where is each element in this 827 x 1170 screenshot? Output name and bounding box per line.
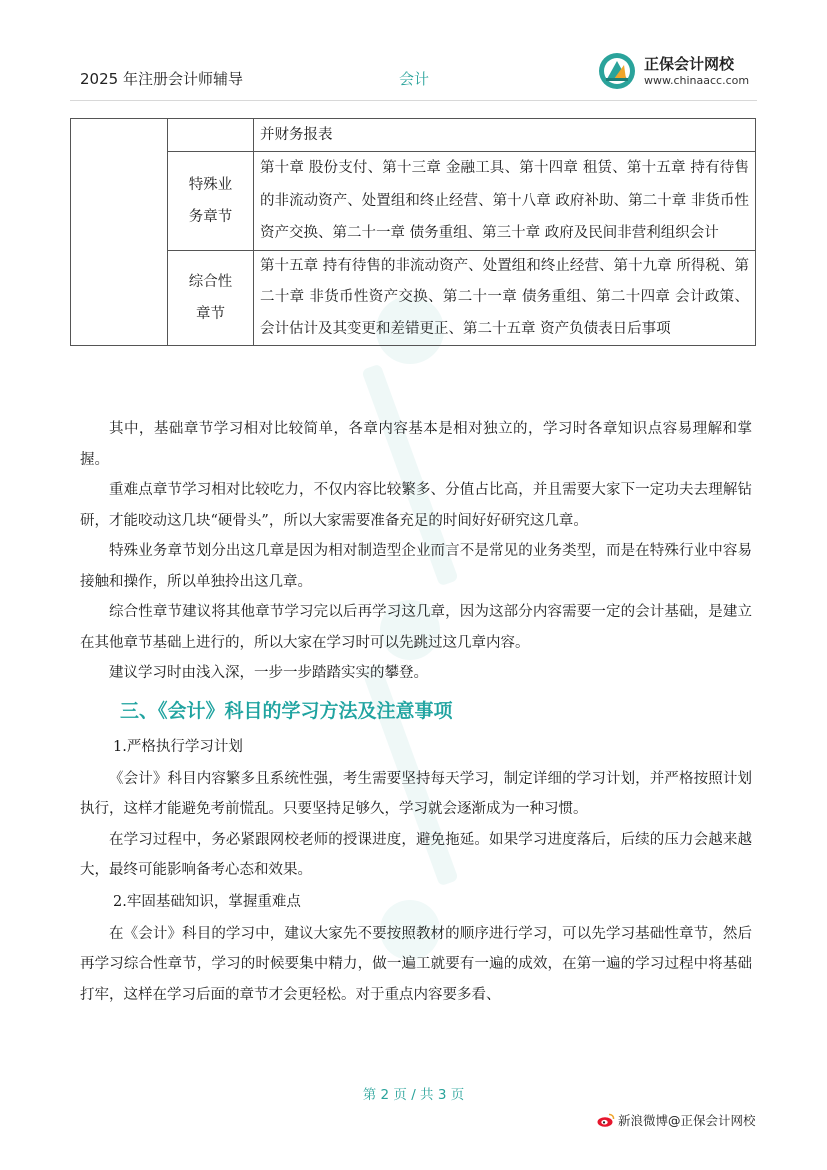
- chapter-table: [70, 118, 756, 346]
- header-divider: [70, 100, 757, 101]
- table-cell-empty: [71, 119, 168, 346]
- weibo-credit[interactable]: [597, 1111, 756, 1129]
- weibo-text: 新浪微博@正保会计网校: [618, 1113, 756, 1128]
- table-row: [71, 119, 756, 152]
- paragraph: 其中，基础章节学习相对比较简单，各章内容基本是相对独立的，学习时各章知识点容易理解和掌握。: [80, 421, 752, 468]
- table-cell-content: 并财务报表: [254, 119, 756, 152]
- header-subject: 会计: [399, 70, 430, 88]
- logo-url: www.chinaacc.com: [644, 74, 750, 87]
- section-heading: 三、《会计》科目的学习方法及注意事项: [120, 699, 453, 722]
- table-row: [71, 152, 756, 251]
- weibo-icon: [597, 1113, 615, 1127]
- paragraph: 在学习过程中，务必紧跟网校老师的授课进度，避免拖延。如果学习进度落后，后续的压力会越来越大，最终可能影响备考心态和效果。: [80, 831, 752, 878]
- table-row: [71, 250, 756, 346]
- logo-mark-icon: [598, 52, 636, 90]
- table-cell-category: 综合性章节: [168, 250, 254, 346]
- table-cell-content: 第十五章 持有待售的非流动资产、处置组和终止经营、第十九章 所得税、第二十章 非货币性资产交换、第二十一章 债务重组、第二十四章 会计政策、会计估计及其变更和差错更正、第二十五章 资产负债表日后事项: [254, 250, 756, 346]
- page-header: [0, 0, 827, 104]
- chinaacc-logo[interactable]: [598, 50, 748, 94]
- subheading: 2.牢固基础知识，掌握重难点: [113, 893, 301, 910]
- header-course-title: 2025 年注册会计师辅导: [80, 70, 243, 88]
- paragraph: 《会计》科目内容繁多且系统性强，考生需要坚持每天学习，制定详细的学习计划，并严格按照计划执行，这样才能避免考前慌乱。只要坚持足够久，学习就会逐渐成为一种习惯。: [80, 770, 752, 817]
- body-text: [80, 414, 752, 1010]
- paragraph: 建议学习时由浅入深，一步一步踏踏实实的攀登。: [109, 665, 428, 681]
- paragraph: 重难点章节学习相对比较吃力，不仅内容比较繁多、分值占比高，并且需要大家下一定功夫去理解钻研，才能咬动这几块“硬骨头”，所以大家需要准备充足的时间好好研究这几章。: [80, 482, 752, 529]
- table-cell-category: [168, 119, 254, 152]
- paragraph: 特殊业务章节划分出这几章是因为相对制造型企业而言不是常见的业务类型，而是在特殊行业中容易接触和操作，所以单独拎出这几章。: [80, 543, 752, 590]
- logo-name: 正保会计网校: [644, 55, 735, 73]
- paragraph: 综合性章节建议将其他章节学习完以后再学习这几章，因为这部分内容需要一定的会计基础，是建立在其他章节基础上进行的，所以大家在学习时可以先跳过这几章内容。: [80, 604, 752, 651]
- table-cell-content: 第十章 股份支付、第十三章 金融工具、第十四章 租赁、第十五章 持有待售的非流动资产、处置组和终止经营、第十八章 政府补助、第二十章 非货币性资产交换、第二十一章 债务重组、第三十章 政府及民间非营利组织会计: [254, 152, 756, 251]
- paragraph: 在《会计》科目的学习中，建议大家先不要按照教材的顺序进行学习，可以先学习基础性章节，然后再学习综合性章节，学习的时候要集中精力，做一遍工就要有一遍的成效，在第一遍的学习过程中将基础打牢，这样在学习后面的章节才会更轻松。对于重点内容要多看、: [80, 925, 752, 1003]
- page-number: 第 2 页 / 共 3 页: [362, 1087, 465, 1103]
- subheading: 1.严格执行学习计划: [113, 738, 243, 755]
- table-cell-category: 特殊业务章节: [168, 152, 254, 251]
